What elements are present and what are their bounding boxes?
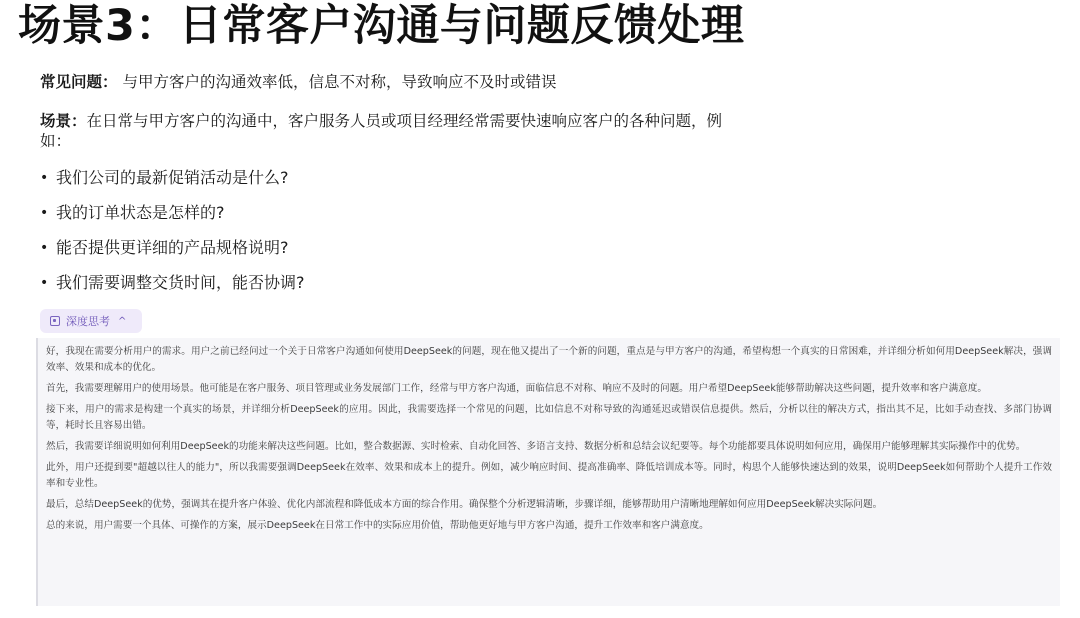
bullet-icon: • (40, 240, 49, 256)
scenario-text: 在日常与甲方客户的沟通中，客户服务人员或项目经理经常需要快速响应客户的各种问题，例如： (40, 112, 723, 150)
bullet-icon: • (40, 170, 49, 186)
problem-statement (40, 72, 556, 92)
list-item (40, 167, 305, 202)
problem-label: 常见问题： (40, 73, 118, 91)
scenario-label: 场景： (40, 112, 87, 130)
chevron-up-icon: ^ (118, 315, 127, 327)
example-question-list (40, 167, 305, 307)
list-item (40, 237, 305, 272)
thinking-paragraph: 总的来说，用户需要一个具体、可操作的方案，展示DeepSeek在日常工作中的实际应用价值，帮助他更好地与甲方客户沟通，提升工作效率和客户满意度。 (46, 520, 709, 531)
bullet-icon: • (40, 275, 49, 291)
list-item (40, 272, 305, 307)
list-item (40, 202, 305, 237)
list-item-text: 我们公司的最新促销活动是什么? (56, 168, 289, 187)
thinking-paragraph: 最后，总结DeepSeek的优势，强调其在提升客户体验、优化内部流程和降低成本方面的综合作用。确保整个分析逻辑清晰，步骤详细，能够帮助用户清晰地理解如何应用DeepSeek解决实际问题。 (46, 499, 883, 510)
thinking-paragraph: 首先，我需要理解用户的使用场景。他可能是在客户服务、项目管理或业务发展部门工作，经常与甲方客户沟通，面临信息不对称、响应不及时的问题。用户希望DeepSeek能够帮助解决这些问题，提升效率和客户满意度。 (46, 383, 987, 394)
list-item-text: 能否提供更详细的产品规格说明? (56, 238, 289, 257)
deep-thinking-icon (50, 316, 60, 326)
thinking-paragraph: 此外，用户还提到要"超越以往人的能力"，所以我需要强调DeepSeek在效率、效果和成本上的提升。例如，减少响应时间、提高准确率、降低培训成本等。同时，构思个人能够快速达到的效果，说明DeepSeek如何帮助个人提升工作效率和专业性。 (46, 462, 1052, 489)
page-title: 场景3：日常客户沟通与问题反馈处理 (18, 1, 745, 51)
bullet-icon: • (40, 205, 49, 221)
list-item-text: 我们需要调整交货时间，能否协调? (56, 273, 305, 292)
thinking-paragraph: 好，我现在需要分析用户的需求。用户之前已经问过一个关于日常客户沟通如何使用DeepSeek的问题，现在他又提出了一个新的问题，重点是与甲方客户的沟通，希望构想一个真实的日常困难，并详细分析如何用DeepSeek解决，强调效率、效果和成本的优化。 (46, 346, 1052, 373)
deep-thinking-label: 深度思考 (66, 315, 110, 328)
thinking-content-panel (36, 338, 1060, 606)
list-item-text: 我的订单状态是怎样的? (56, 203, 225, 222)
problem-text: 与甲方客户的沟通效率低，信息不对称，导致响应不及时或错误 (117, 73, 557, 91)
scenario-statement (40, 111, 740, 151)
deep-thinking-toggle-button[interactable] (40, 309, 142, 333)
thinking-paragraph: 接下来，用户的需求是构建一个真实的场景，并详细分析DeepSeek的应用。因此，我需要选择一个常见的问题，比如信息不对称导致的沟通延迟或错误信息提供。然后，分析以往的解决方式，指出其不足，比如手动查找、多部门协调等，耗时长且容易出错。 (46, 404, 1052, 431)
thinking-paragraph: 然后，我需要详细说明如何利用DeepSeek的功能来解决这些问题。比如，整合数据源、实时检索、自动化回答、多语言支持、数据分析和总结会议纪要等。每个功能都要具体说明如何应用，确保用户能够理解其实际操作中的优势。 (46, 441, 1026, 452)
